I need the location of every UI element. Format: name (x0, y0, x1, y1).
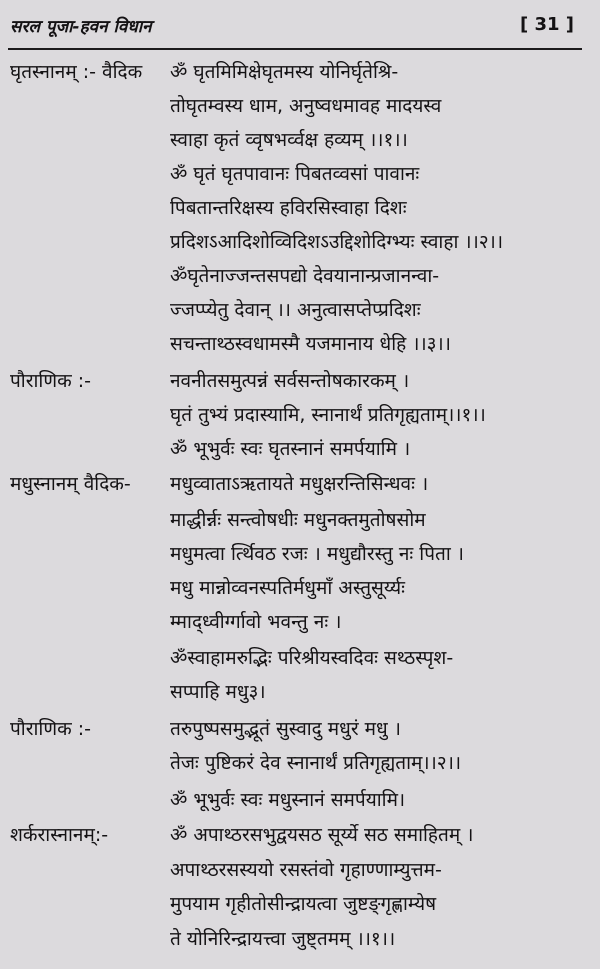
verse-line: अपाथ्ठरसस्ययो रसस्तंवो गृहाण्णाम्युत्तम- (170, 859, 442, 881)
verse-line: मधु मान्नोव्वनस्पतिर्मधुमाँ अस्तुसूर्य्यः (170, 577, 405, 599)
verse-line: ॐ अपाथ्ठरसभुद्वयसठ सूर्य्ये सठ समाहितम् । (170, 824, 474, 846)
verse-line: ज्जप्प्येतु देवान् ।। अनुत्वासप्तेप्प्रदिशः (170, 299, 421, 321)
verse-line: सप्पाहि मधु३। (170, 681, 266, 703)
section-label: मधुस्नानम् वैदिक- (10, 473, 131, 495)
verse-line: प्रदिशऽआदिशोव्विदिशऽउद्दिशोदिग्भ्यः स्वाहा ।।२।। (170, 231, 504, 253)
section-label: घृतस्नानम् :- वैदिक (10, 61, 143, 83)
running-title: सरल पूजा-हवन विधान (10, 17, 152, 37)
verse-line: मधुव्वाताऽऋतायते मधुक्षरन्तिसिन्धवः । (170, 473, 429, 495)
section-label: शर्करास्नानम्:- (10, 824, 109, 846)
verse-line: तेजः पुष्टिकरं देव स्नानार्थं प्रतिगृह्यताम्।।२।। (170, 752, 462, 774)
section-label: पौराणिक :- (10, 718, 91, 740)
verse-line: स्वाहा कृतं व्वृषभर्व्वक्ष हव्यम् ।।१।। (170, 129, 408, 151)
verse-line: ॐ घृतं घृतपावानः पिबतव्वसां पावानः (170, 163, 420, 185)
page-header (0, 0, 600, 50)
verse-line: ॐ घृतमिमिक्षेघृतमस्य योनिर्घृतेश्रि- (170, 61, 399, 83)
verse-line: घृतं तुभ्यं प्रदास्यामि, स्नानार्थं प्रतिगृह्यताम्।।१।। (170, 404, 486, 426)
section-label: पौराणिक :- (10, 370, 91, 392)
verse-line: सचन्ताथ्ठस्वधामस्मै यजमानाय धेहि ।।३।। (170, 333, 451, 355)
verse-line: ते योनिरिन्द्रायत्त्वा जुष्ट्तमम् ।।१।। (170, 928, 396, 950)
verse-line: ॐ भूभुर्वः स्वः मधुस्नानं समर्पयामि। (170, 789, 406, 811)
verse-line: ॐस्वाहामरुद्भिः परिश्रीयस्वदिवः सथ्ठस्पृश- (170, 647, 454, 669)
verse-line: मधुमत्वा र्त्थिवठ रजः । मधुद्यौरस्तु नः पिता । (170, 543, 465, 565)
verse-line: तोघृतम्वस्य धाम, अनुष्वधमावह मादयस्व (170, 95, 442, 117)
page-number: [ 31 ] (519, 14, 574, 35)
verse-line: तरुपुष्पसमुद्भूतं सुस्वादु मधुरं मधु । (170, 718, 401, 740)
verse-line: नवनीतसमुत्पन्नं सर्वसन्तोषकारकम् । (170, 370, 410, 392)
verse-line: पिबतान्तरिक्षस्य हविरसिस्वाहा दिशः (170, 197, 407, 219)
verse-line: म्माद्ध्वीर्ग्गावो भवन्तु नः । (170, 611, 342, 633)
verse-line: मुपयाम गृहीतोसीन्द्रायत्वा जुष्टङ्गृह्णाम्येष (170, 893, 437, 915)
verse-line: ॐ भूभुर्वः स्वः घृतस्नानं समर्पयामि । (170, 438, 411, 460)
verse-line: ॐघृतेनाज्जन्तसपद्यो देवयानान्प्रजानन्वा- (170, 265, 440, 287)
verse-line: माद्धीर्न्नः सन्त्वोषधीः मधुनक्तमुतोषसोम (170, 509, 426, 531)
header-rule (8, 48, 582, 50)
